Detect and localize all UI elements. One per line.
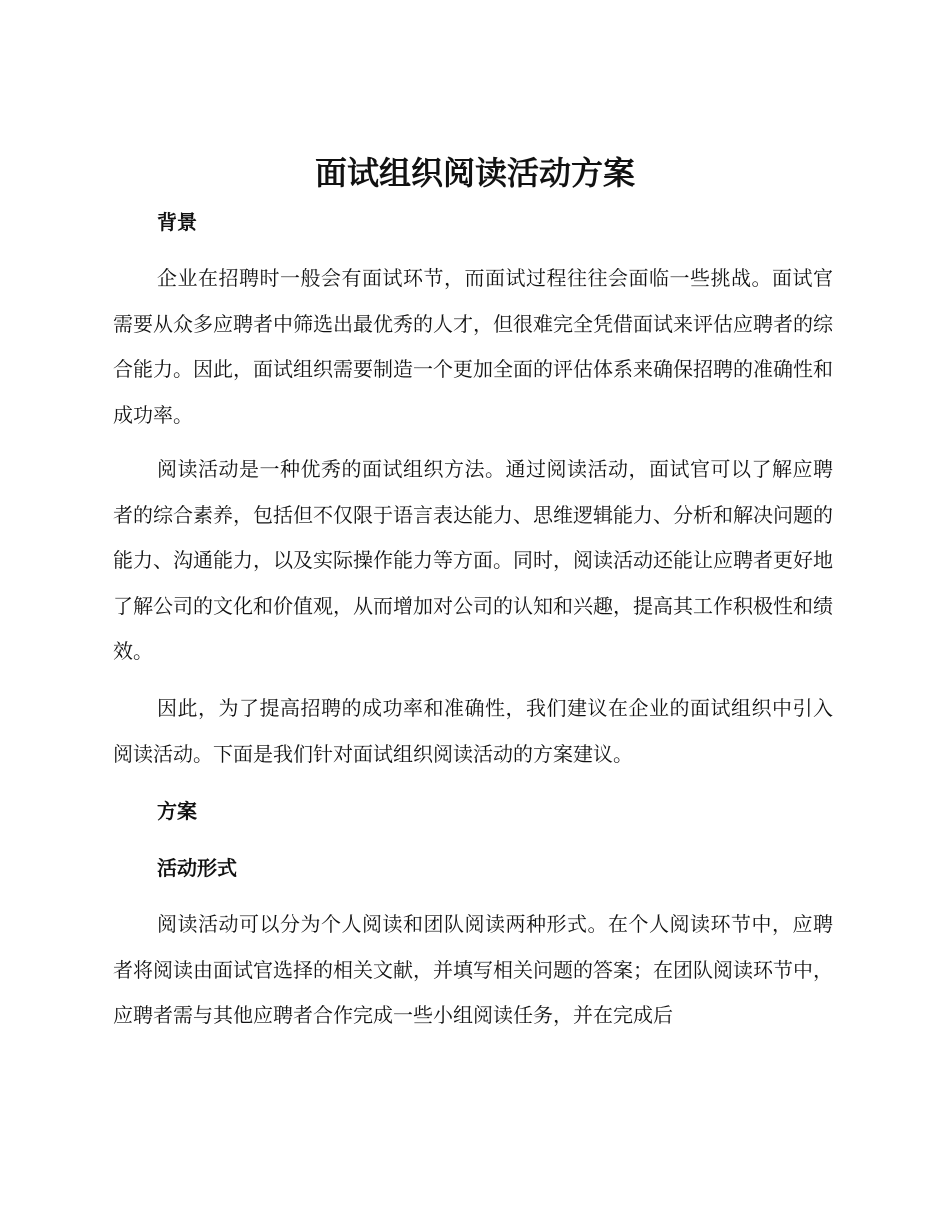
subsection-heading-form: 活动形式 bbox=[157, 856, 237, 880]
section-heading-plan: 方案 bbox=[157, 799, 197, 823]
paragraph-form: 阅读活动可以分为个人阅读和团队阅读两种形式。在个人阅读环节中，应聘者将阅读由面试官选择的相关文献，并填写相关问题的答案；在团队阅读环节中，应聘者需与其他应聘者合作完成一些小组阅读任务，并在完成后 bbox=[113, 912, 833, 1027]
paragraph-background-1: 企业在招聘时一般会有面试环节，而面试过程往往会面临一些挑战。面试官需要从众多应聘者中筛选出最优秀的人才，但很难完全凭借面试来评估应聘者的综合能力。因此，面试组织需要制造一个更加全面的评估体系来确保招聘的准确性和成功率。 bbox=[113, 266, 833, 427]
paragraph-background-3: 因此，为了提高招聘的成功率和准确性，我们建议在企业的面试组织中引入阅读活动。下面是我们针对面试组织阅读活动的方案建议。 bbox=[113, 696, 833, 766]
paragraph-background-2: 阅读活动是一种优秀的面试组织方法。通过阅读活动，面试官可以了解应聘者的综合素养，包括但不仅限于语言表达能力、思维逻辑能力、分析和解决问题的能力、沟通能力，以及实际操作能力等方面。同时，阅读活动还能让应聘者更好地了解公司的文化和价值观，从而增加对公司的认知和兴趣，提高其工作积极性和绩效。 bbox=[113, 457, 833, 663]
section-heading-background: 背景 bbox=[157, 210, 197, 234]
document-title: 面试组织阅读活动方案 bbox=[314, 154, 635, 192]
